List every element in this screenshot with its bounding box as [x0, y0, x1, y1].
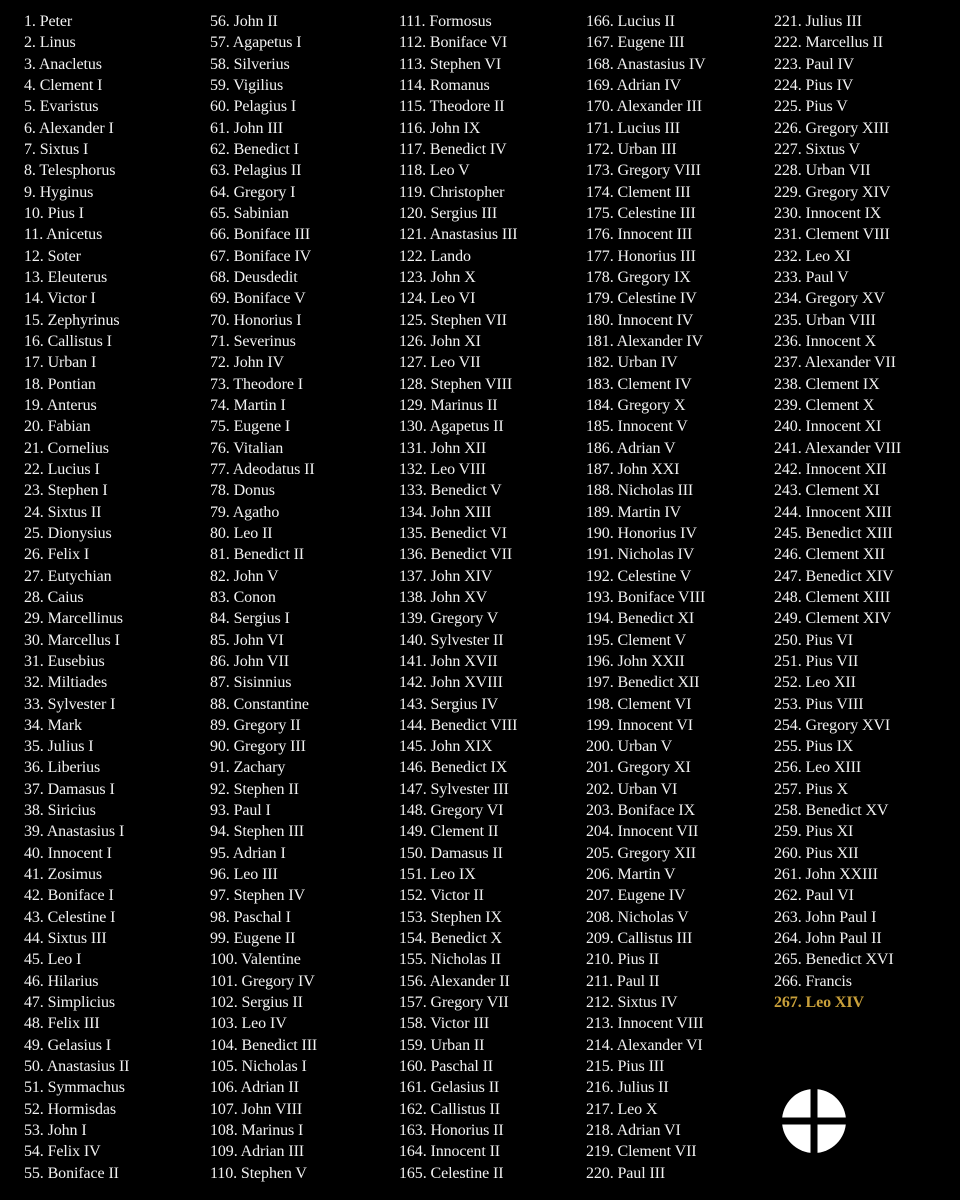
- pope-list-item: 72. John IV: [210, 354, 285, 372]
- pope-list-item: 32. Miltiades: [24, 674, 108, 692]
- pope-list-item: 228. Urban VII: [774, 162, 871, 180]
- pope-list-item: 68. Deusdedit: [210, 268, 298, 286]
- pope-list-item: 189. Martin IV: [586, 503, 682, 521]
- pope-list-item: 148. Gregory VI: [399, 802, 504, 820]
- pope-list-item: 24. Sixtus II: [24, 503, 102, 521]
- pope-list-item: 91. Zachary: [210, 759, 286, 777]
- pope-list-item: 43. Celestine I: [24, 908, 116, 926]
- pope-list-item: 132. Leo VIII: [399, 460, 486, 478]
- pope-list-item: 38. Siricius: [24, 802, 96, 820]
- pope-list-item: 42. Boniface I: [24, 887, 114, 905]
- pope-list-item: 168. Anastasius IV: [586, 55, 706, 73]
- pope-list-item: 39. Anastasius I: [24, 823, 125, 841]
- pope-list-item: 44. Sixtus III: [24, 930, 107, 948]
- pope-list-item: 4. Clement I: [24, 76, 103, 94]
- pope-list-item: 50. Anastasius II: [24, 1058, 130, 1076]
- pope-list-item: 144. Benedict VIII: [399, 716, 518, 734]
- pope-list-item: 154. Benedict X: [399, 930, 502, 948]
- pope-list-item: 47. Simplicius: [24, 994, 116, 1012]
- pope-list-item: 191. Nicholas IV: [586, 546, 695, 564]
- pope-list-item: 94. Stephen III: [210, 823, 305, 841]
- pope-list-item: 114. Romanus: [399, 76, 490, 94]
- pope-list-item: 126. John XI: [399, 332, 481, 350]
- pope-list-item: 15. Zephyrinus: [24, 311, 120, 329]
- pope-list-item: 13. Eleuterus: [24, 268, 108, 286]
- pope-list-item: 147. Sylvester III: [399, 780, 509, 798]
- pope-list-item: 56. John II: [210, 13, 278, 30]
- pope-list-item: 208. Nicholas V: [586, 908, 689, 926]
- pope-list-item: 157. Gregory VII: [399, 994, 509, 1012]
- pope-list-item: 5. Evaristus: [24, 98, 99, 116]
- pope-list-item: 172. Urban III: [586, 140, 677, 158]
- pope-list-item: 234. Gregory XV: [774, 290, 885, 308]
- pope-list-item: 226. Gregory XIII: [774, 119, 890, 137]
- pope-list-item: 167. Eugene III: [586, 34, 685, 52]
- pope-list-item: 135. Benedict VI: [399, 524, 507, 542]
- pope-list-item: 254. Gregory XVI: [774, 716, 891, 734]
- pope-list-item: 16. Callistus I: [24, 332, 112, 350]
- pope-list-item: 202. Urban VI: [586, 780, 678, 798]
- pope-list-item: 194. Benedict XI: [586, 610, 695, 628]
- pope-list-item: 245. Benedict XIII: [774, 524, 893, 542]
- pope-list-item: 64. Gregory I: [210, 183, 296, 201]
- pope-list-item: 77. Adeodatus II: [210, 460, 315, 478]
- pope-list-item: 120. Sergius III: [399, 204, 498, 222]
- pope-list-item: 240. Innocent XI: [774, 418, 882, 436]
- pope-list-item: 200. Urban V: [586, 738, 673, 756]
- pope-list-item: 151. Leo IX: [399, 866, 476, 884]
- pope-list-item: 20. Fabian: [24, 418, 91, 436]
- pope-list-item: 18. Pontian: [24, 375, 96, 393]
- pope-list-item: 58. Silverius: [210, 55, 290, 73]
- pope-list-item: 11. Anicetus: [24, 226, 103, 244]
- pope-list-item: 229. Gregory XIV: [774, 183, 891, 201]
- pope-list-item: 46. Hilarius: [24, 972, 99, 990]
- pope-list-item: 3. Anacletus: [24, 55, 102, 73]
- pope-list-item: 41. Zosimus: [24, 866, 103, 884]
- pope-list-item: 141. John XVII: [399, 652, 498, 670]
- pope-list-item: 119. Christopher: [399, 183, 505, 201]
- pope-list-item: 133. Benedict V: [399, 482, 502, 500]
- pope-list-item: 121. Anastasius III: [399, 226, 518, 244]
- pope-list-item: 128. Stephen VIII: [399, 375, 513, 393]
- pope-list-item: 214. Alexander VI: [586, 1036, 703, 1054]
- pope-list-item: 222. Marcellus II: [774, 34, 883, 52]
- pope-list-item: 221. Julius III: [774, 13, 862, 30]
- pope-list-item: 249. Clement XIV: [774, 610, 892, 628]
- pope-list-item: 232. Leo XI: [774, 247, 851, 265]
- pope-list-item: 26. Felix I: [24, 546, 90, 564]
- pope-list-item: 262. Paul VI: [774, 887, 854, 905]
- pope-list-item: 21. Cornelius: [24, 439, 109, 457]
- pope-list-item: 88. Constantine: [210, 695, 309, 713]
- pope-list-item: 199. Innocent VI: [586, 716, 693, 734]
- pope-list-item: 207. Eugene IV: [586, 887, 686, 905]
- pope-list-item: 198. Clement VI: [586, 695, 692, 713]
- pope-list-item: 111. Formosus: [399, 13, 492, 30]
- pope-list-item: 101. Gregory IV: [210, 972, 315, 990]
- pope-list-item: 211. Paul II: [586, 972, 660, 990]
- pope-list-item: 51. Symmachus: [24, 1079, 125, 1097]
- pope-list-item: 9. Hyginus: [24, 183, 94, 201]
- pope-list-item: 104. Benedict III: [210, 1036, 318, 1054]
- pope-list-item: 79. Agatho: [210, 503, 280, 521]
- pope-list-item: 109. Adrian III: [210, 1143, 305, 1161]
- pope-list-item: 96. Leo III: [210, 866, 278, 884]
- pope-list-item: 55. Boniface II: [24, 1164, 119, 1182]
- pope-list-item: 152. Victor II: [399, 887, 484, 905]
- pope-list-item: 205. Gregory XII: [586, 844, 696, 862]
- pope-list-item: 85. John VI: [210, 631, 284, 649]
- pope-list-item: 108. Marinus I: [210, 1122, 304, 1140]
- pope-list-item: 195. Clement V: [586, 631, 687, 649]
- pope-list-item: 136. Benedict VII: [399, 546, 513, 564]
- pope-list-item: 25. Dionysius: [24, 524, 112, 542]
- pope-list-item: 93. Paul I: [210, 802, 271, 820]
- pope-list-item: 173. Gregory VIII: [586, 162, 701, 180]
- pope-list-item: 14. Victor I: [24, 290, 96, 308]
- pope-list-item: 45. Leo I: [24, 951, 82, 969]
- pope-list-item: 175. Celestine III: [586, 204, 696, 222]
- pope-list-item: 106. Adrian II: [210, 1079, 299, 1097]
- pope-list-item: 145. John XIX: [399, 738, 493, 756]
- pope-list-item: 110. Stephen V: [210, 1164, 307, 1182]
- pope-list-item: 69. Boniface V: [210, 290, 306, 308]
- pope-list-column-2: [210, 11, 317, 1184]
- pope-list-item: 66. Boniface III: [210, 226, 311, 244]
- pope-list-item: 227. Sixtus V: [774, 140, 860, 158]
- pope-list-item: 220. Paul III: [586, 1164, 666, 1182]
- pope-list-item: 53. John I: [24, 1122, 87, 1140]
- pope-list-item: 67. Boniface IV: [210, 247, 312, 265]
- pope-list-item: 40. Innocent I: [24, 844, 112, 862]
- pope-list-item: 113. Stephen VI: [399, 55, 502, 73]
- pope-list-item: 125. Stephen VII: [399, 311, 507, 329]
- pope-list-item: 183. Clement IV: [586, 375, 692, 393]
- pope-list-item: 163. Honorius II: [399, 1122, 504, 1140]
- pope-list-item: 193. Boniface VIII: [586, 588, 706, 606]
- pope-list-item: 224. Pius IV: [774, 76, 854, 94]
- pope-list-item: 86. John VII: [210, 652, 289, 670]
- pope-list-item: 84. Sergius I: [210, 610, 290, 628]
- pope-list-item: 259. Pius XI: [774, 823, 854, 841]
- pope-list-item: 236. Innocent X: [774, 332, 877, 350]
- pope-list-item: 29. Marcellinus: [24, 610, 123, 628]
- pope-list-item: 6. Alexander I: [24, 119, 114, 137]
- pope-list-item: 138. John XV: [399, 588, 488, 606]
- pope-list-item: 98. Paschal I: [210, 908, 291, 926]
- pope-list-item: 258. Benedict XV: [774, 802, 889, 820]
- pope-list-item: 36. Liberius: [24, 759, 101, 777]
- pope-list-item: 155. Nicholas II: [399, 951, 501, 969]
- pope-list-item: 62. Benedict I: [210, 140, 299, 158]
- pope-list-item: 139. Gregory V: [399, 610, 499, 628]
- pope-list-item: 196. John XXII: [586, 652, 685, 670]
- pope-list-item: 176. Innocent III: [586, 226, 693, 244]
- pope-list-item: 260. Pius XII: [774, 844, 859, 862]
- pope-list-item: 34. Mark: [24, 716, 82, 734]
- pope-list-item: 12. Soter: [24, 247, 81, 265]
- pope-list-item: 17. Urban I: [24, 354, 97, 372]
- pope-list-item: 264. John Paul II: [774, 930, 882, 948]
- pope-list-item: 146. Benedict IX: [399, 759, 508, 777]
- pope-list-item: 107. John VIII: [210, 1100, 303, 1118]
- pope-list-item: 233. Paul V: [774, 268, 849, 286]
- pope-list-item: 129. Marinus II: [399, 396, 498, 414]
- current-pope-item: 267. Leo XIV: [774, 994, 864, 1012]
- pope-list-item: 197. Benedict XII: [586, 674, 700, 692]
- pope-list-item: 71. Severinus: [210, 332, 296, 350]
- pope-list-item: 169. Adrian IV: [586, 76, 682, 94]
- pope-list-item: 161. Gelasius II: [399, 1079, 500, 1097]
- pope-list-item: 30. Marcellus I: [24, 631, 120, 649]
- pope-list-item: 49. Gelasius I: [24, 1036, 112, 1054]
- pope-list-item: 124. Leo VI: [399, 290, 476, 308]
- pope-list-item: 239. Clement X: [774, 396, 875, 414]
- pope-list-item: 52. Hormisdas: [24, 1100, 117, 1118]
- pope-list-item: 131. John XII: [399, 439, 487, 457]
- pope-list-item: 238. Clement IX: [774, 375, 880, 393]
- pope-list-item: 243. Clement XI: [774, 482, 880, 500]
- pope-list-item: 80. Leo II: [210, 524, 273, 542]
- pope-list-item: 218. Adrian VI: [586, 1122, 681, 1140]
- pope-list-item: 70. Honorius I: [210, 311, 302, 329]
- pope-list-item: 255. Pius IX: [774, 738, 854, 756]
- pope-list-item: 190. Honorius IV: [586, 524, 697, 542]
- pope-list-item: 8. Telesphorus: [24, 162, 116, 180]
- pope-list-item: 261. John XXIII: [774, 866, 878, 884]
- pope-list-column-5: [774, 11, 901, 1013]
- pope-list-item: 248. Clement XIII: [774, 588, 891, 606]
- pope-list-item: 186. Adrian V: [586, 439, 676, 457]
- pope-list-item: 156. Alexander II: [399, 972, 510, 990]
- pope-list-item: 181. Alexander IV: [586, 332, 703, 350]
- pope-list-item: 162. Callistus II: [399, 1100, 500, 1118]
- pope-list-item: 159. Urban II: [399, 1036, 485, 1054]
- pope-list-item: 112. Boniface VI: [399, 34, 508, 52]
- pope-list-item: 89. Gregory II: [210, 716, 301, 734]
- pope-list-item: 166. Lucius II: [586, 13, 675, 30]
- pope-list-item: 201. Gregory XI: [586, 759, 691, 777]
- pope-list-item: 57. Agapetus I: [210, 34, 302, 52]
- pope-list-item: 252. Leo XII: [774, 674, 856, 692]
- pope-list-item: 103. Leo IV: [210, 1015, 287, 1033]
- pope-list-item: 31. Eusebius: [24, 652, 105, 670]
- pope-list-item: 149. Clement II: [399, 823, 499, 841]
- pope-list-item: 212. Sixtus IV: [586, 994, 678, 1012]
- pope-list-item: 115. Theodore II: [399, 98, 505, 116]
- pope-list-item: 153. Stephen IX: [399, 908, 502, 926]
- pope-list-item: 206. Martin V: [586, 866, 676, 884]
- pope-list-item: 35. Julius I: [24, 738, 94, 756]
- pope-list-item: 105. Nicholas I: [210, 1058, 307, 1076]
- pope-list-item: 118. Leo V: [399, 162, 470, 180]
- pope-list-item: 171. Lucius III: [586, 119, 681, 137]
- pope-list-item: 19. Anterus: [24, 396, 97, 414]
- pope-list-item: 127. Leo VII: [399, 354, 481, 372]
- pope-list-item: 137. John XIV: [399, 567, 493, 585]
- pope-list-item: 75. Eugene I: [210, 418, 291, 436]
- pope-list-item: 217. Leo X: [586, 1100, 658, 1118]
- pope-list-item: 117. Benedict IV: [399, 140, 507, 158]
- pope-list-item: 160. Paschal II: [399, 1058, 494, 1076]
- pope-list-item: 100. Valentine: [210, 951, 301, 969]
- pope-list-item: 60. Pelagius I: [210, 98, 297, 116]
- pope-list-item: 230. Innocent IX: [774, 204, 882, 222]
- pope-list-item: 170. Alexander III: [586, 98, 702, 116]
- cross-in-circle-icon: [781, 1088, 847, 1154]
- pope-list-item: 179. Celestine IV: [586, 290, 697, 308]
- pope-list-item: 83. Conon: [210, 588, 276, 606]
- pope-list-item: 184. Gregory X: [586, 396, 686, 414]
- pope-list-item: 95. Adrian I: [210, 844, 286, 862]
- pope-list-item: 1. Peter: [24, 13, 73, 30]
- pope-list-item: 7. Sixtus I: [24, 140, 89, 158]
- pope-list-item: 180. Innocent IV: [586, 311, 694, 329]
- pope-list-item: 246. Clement XII: [774, 546, 885, 564]
- pope-list-item: 87. Sisinnius: [210, 674, 292, 692]
- pope-list-item: 178. Gregory IX: [586, 268, 691, 286]
- pope-list-item: 122. Lando: [399, 247, 471, 265]
- pope-list-item: 210. Pius II: [586, 951, 660, 969]
- pope-list-item: 143. Sergius IV: [399, 695, 499, 713]
- pope-list-item: 251. Pius VII: [774, 652, 859, 670]
- pope-list-item: 134. John XIII: [399, 503, 492, 521]
- pope-list-item: 242. Innocent XII: [774, 460, 887, 478]
- pope-list-item: 192. Celestine V: [586, 567, 692, 585]
- pope-list-item: 266. Francis: [774, 972, 852, 990]
- pope-list-item: 209. Callistus III: [586, 930, 693, 948]
- pope-list-column-1: [24, 11, 129, 1184]
- pope-list-item: 123. John X: [399, 268, 476, 286]
- pope-list-item: 204. Innocent VII: [586, 823, 699, 841]
- pope-list-item: 65. Sabinian: [210, 204, 289, 222]
- pope-list-item: 99. Eugene II: [210, 930, 296, 948]
- pope-list-item: 213. Innocent VIII: [586, 1015, 704, 1033]
- pope-list-item: 10. Pius I: [24, 204, 84, 222]
- pope-list-item: 256. Leo XIII: [774, 759, 862, 777]
- pope-list-item: 61. John III: [210, 119, 284, 137]
- pope-list-item: 23. Stephen I: [24, 482, 108, 500]
- pope-list-item: 150. Damasus II: [399, 844, 503, 862]
- pope-list-item: 241. Alexander VIII: [774, 439, 902, 457]
- pope-list-item: 142. John XVIII: [399, 674, 503, 692]
- pope-list-column-4: [586, 11, 706, 1184]
- pope-list-item: 37. Damasus I: [24, 780, 115, 798]
- pope-list-item: 187. John XXI: [586, 460, 680, 478]
- pope-list-item: 185. Innocent V: [586, 418, 688, 436]
- pope-list-item: 97. Stephen IV: [210, 887, 306, 905]
- pope-list-item: 27. Eutychian: [24, 567, 112, 585]
- pope-list-item: 59. Vigilius: [210, 76, 284, 94]
- pope-list-item: 182. Urban IV: [586, 354, 678, 372]
- pope-list-item: 231. Clement VIII: [774, 226, 890, 244]
- pope-list-item: 33. Sylvester I: [24, 695, 116, 713]
- pope-list-item: 219. Clement VII: [586, 1143, 697, 1161]
- pope-list-item: 225. Pius V: [774, 98, 848, 116]
- pope-list-item: 73. Theodore I: [210, 375, 303, 393]
- pope-list-item: 116. John IX: [399, 119, 481, 137]
- pope-list-item: 22. Lucius I: [24, 460, 100, 478]
- pope-list-item: 63. Pelagius II: [210, 162, 302, 180]
- pope-list-item: 250. Pius VI: [774, 631, 853, 649]
- pope-list-item: 81. Benedict II: [210, 546, 305, 564]
- pope-list-column-3: [399, 11, 518, 1184]
- pope-list-item: 188. Nicholas III: [586, 482, 694, 500]
- pope-list-item: 247. Benedict XIV: [774, 567, 894, 585]
- pope-list-item: 102. Sergius II: [210, 994, 303, 1012]
- pope-list-item: 177. Honorius III: [586, 247, 696, 265]
- pope-list-item: 237. Alexander VII: [774, 354, 896, 372]
- pope-list-item: 28. Caius: [24, 588, 84, 606]
- pope-list-item: 48. Felix III: [24, 1015, 100, 1033]
- pope-list-item: 74. Martin I: [210, 396, 286, 414]
- pope-list-item: 174. Clement III: [586, 183, 691, 201]
- pope-list-item: 216. Julius II: [586, 1079, 669, 1097]
- pope-list-item: 90. Gregory III: [210, 738, 306, 756]
- pope-list-item: 2. Linus: [24, 34, 76, 52]
- pope-list-item: 235. Urban VIII: [774, 311, 876, 329]
- pope-list-item: 76. Vitalian: [210, 439, 284, 457]
- pope-list-item: 265. Benedict XVI: [774, 951, 894, 969]
- pope-list-item: 244. Innocent XIII: [774, 503, 892, 521]
- pope-list-item: 130. Agapetus II: [399, 418, 504, 436]
- pope-list-item: 82. John V: [210, 567, 279, 585]
- pope-list-item: 203. Boniface IX: [586, 802, 696, 820]
- pope-list-item: 78. Donus: [210, 482, 275, 500]
- pope-list-item: 165. Celestine II: [399, 1164, 504, 1182]
- pope-list-item: 257. Pius X: [774, 780, 849, 798]
- pope-list-item: 263. John Paul I: [774, 908, 877, 926]
- pope-list-item: 164. Innocent II: [399, 1143, 501, 1161]
- pope-list-item: 215. Pius III: [586, 1058, 665, 1076]
- pope-list-item: 54. Felix IV: [24, 1143, 101, 1161]
- pope-list-item: 253. Pius VIII: [774, 695, 864, 713]
- pope-list-item: 140. Sylvester II: [399, 631, 504, 649]
- pope-list-item: 92. Stephen II: [210, 780, 299, 798]
- pope-list-item: 158. Victor III: [399, 1015, 490, 1033]
- pope-list-item: 223. Paul IV: [774, 55, 855, 73]
